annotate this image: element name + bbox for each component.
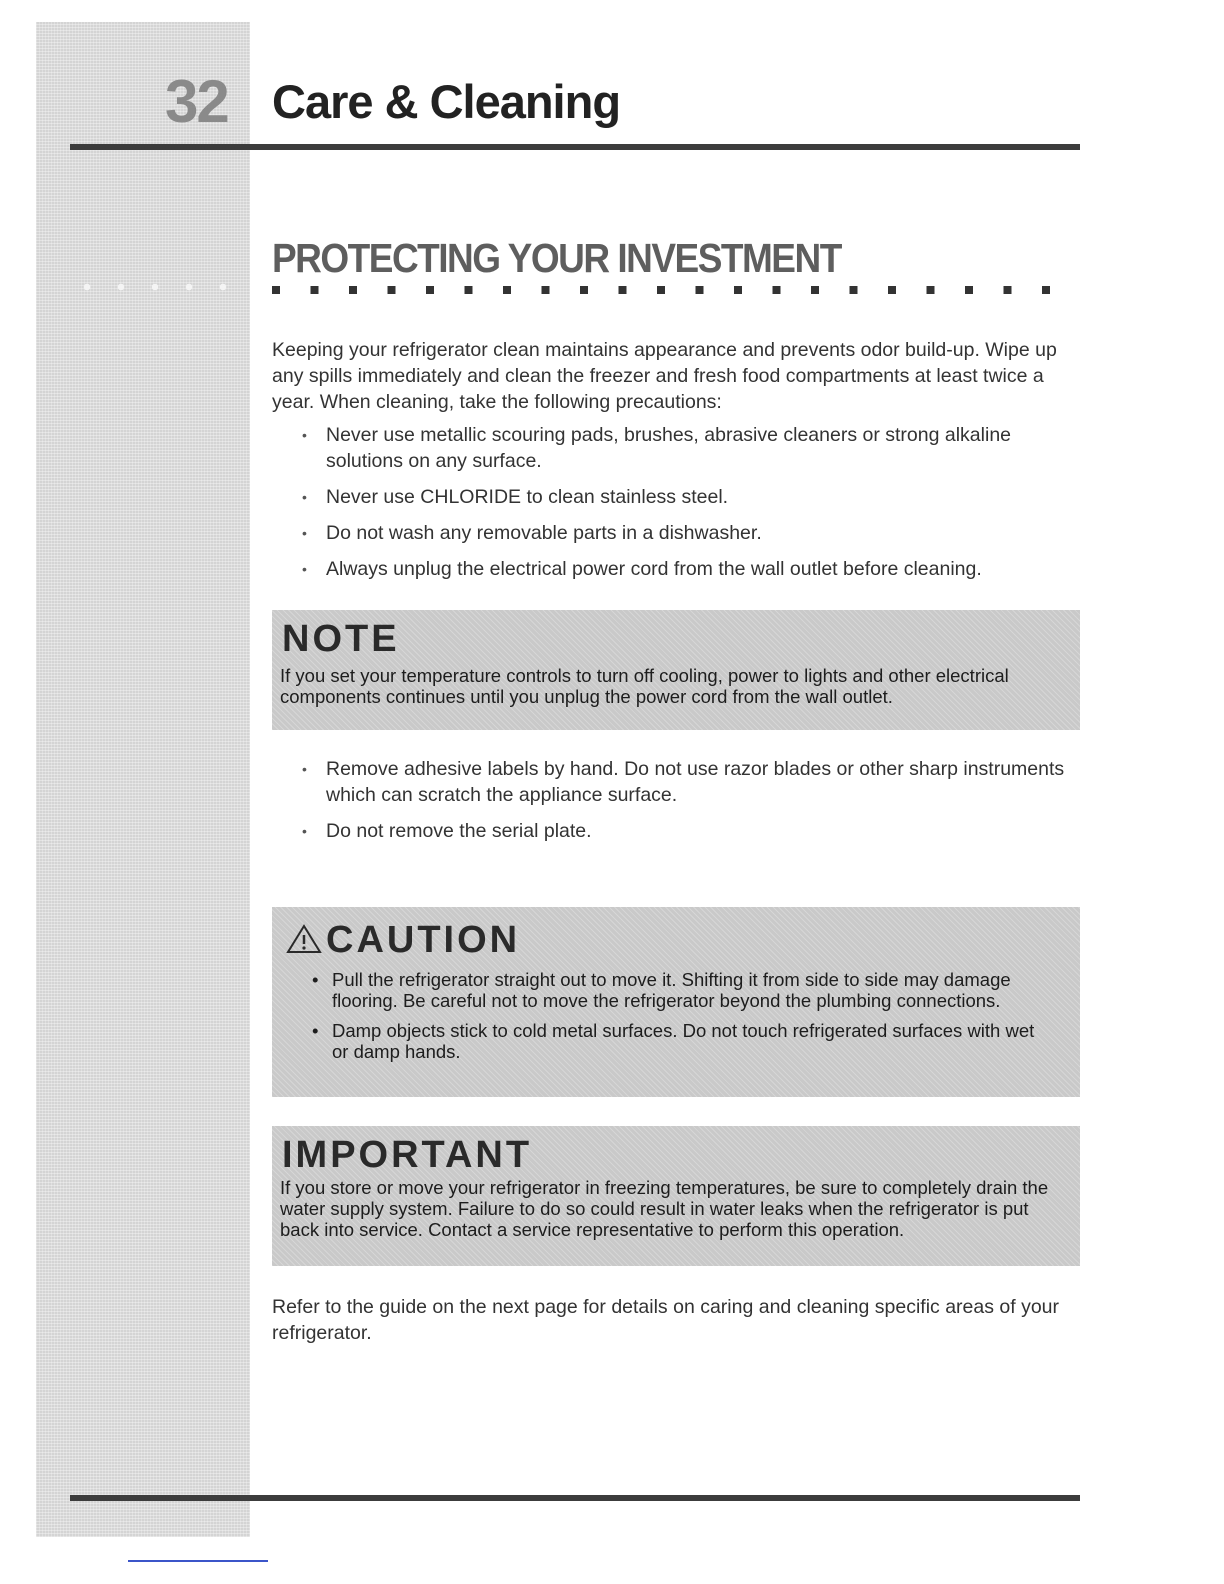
list-item: • Never use CHLORIDE to clean stainless steel.: [298, 484, 1078, 510]
warning-triangle-icon: [286, 924, 322, 954]
intro-paragraph: Keeping your refrigerator clean maintains appearance and prevents odor build-up. Wipe up any spills immediately and clean the freezer and fresh food compartments at least twice a year. When cleaning, take the following precautions:: [272, 339, 1057, 413]
caution-body: [280, 969, 1050, 1071]
important-title: IMPORTANT: [282, 1134, 533, 1176]
sidebar-dots: [70, 282, 240, 292]
header-rule: [70, 144, 1080, 150]
footer-rule: [70, 1495, 1080, 1501]
note-text: If you set your temperature controls to turn off cooling, power to lights and other electrical components continues until you unplug the power cord from the wall outlet.: [280, 665, 1009, 707]
important-callout: [272, 1126, 1080, 1266]
caution-title: CAUTION: [326, 919, 521, 961]
list-item: • Remove adhesive labels by hand. Do not use razor blades or other sharp instruments which can scratch the appliance surface.: [298, 756, 1078, 808]
caution-callout: [272, 907, 1080, 1097]
page-sidebar: [36, 22, 250, 1537]
important-text: If you store or move your refrigerator in freezing temperatures, be sure to completely drain the water supply system. Failure to do so could result in water leaks when the refrigerator is put back into service. Contact a service representative to perform this operation.: [280, 1177, 1049, 1240]
list-item: • Always unplug the electrical power cord from the wall outlet before cleaning.: [298, 556, 1078, 582]
note-title: NOTE: [282, 618, 400, 660]
outro-paragraph: Refer to the guide on the next page for details on caring and cleaning specific areas of your refrigerator.: [272, 1296, 1059, 1344]
page-number: 32: [165, 68, 228, 135]
list-item: • Pull the refrigerator straight out to move it. Shifting it from side to side may damage flooring. Be careful not to move the refrigerator beyond the plumbing connections.: [280, 969, 1050, 1011]
list-item: • Damp objects stick to cold metal surfaces. Do not touch refrigerated surfaces with wet or damp hands.: [280, 1020, 1050, 1062]
page-link-underline: [128, 1560, 268, 1562]
chapter-title: Care & Cleaning: [272, 75, 621, 128]
list-item: • Never use metallic scouring pads, brushes, abrasive cleaners or strong alkaline solutions on any surface.: [298, 422, 1078, 474]
section-dot-divider: [272, 286, 1080, 296]
section-heading: PROTECTING YOUR INVESTMENT: [272, 235, 841, 281]
precautions-list: [298, 422, 1078, 592]
precautions-list-continued: [298, 756, 1078, 854]
list-item: • Do not wash any removable parts in a dishwasher.: [298, 520, 1078, 546]
note-callout: [272, 610, 1080, 730]
list-item: • Do not remove the serial plate.: [298, 818, 1078, 844]
caution-heading: [286, 921, 520, 959]
